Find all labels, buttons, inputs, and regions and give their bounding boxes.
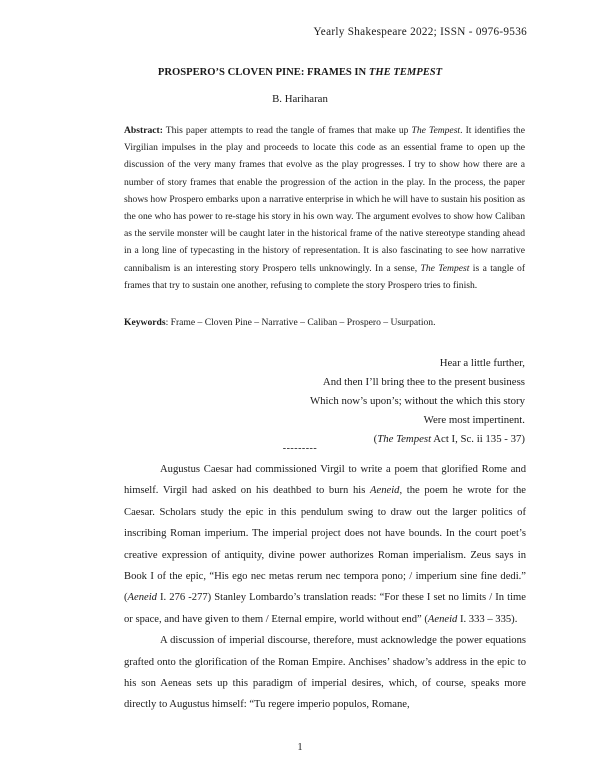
abstract-italic-1: The Tempest <box>411 125 461 136</box>
journal-header: Yearly Shakespeare 2022; ISSN - 0976-9536 <box>313 26 527 38</box>
p1-italic-1: Aeneid <box>370 485 400 497</box>
p1-text-4: I. 333 – 335). <box>457 613 518 625</box>
abstract-text-2: . It identifies the Virgilian impulses in the play and proceeds to locate this code as an essential frame to open up the discussion of the very many frames that evolve as the play progresses. I try to show how there are a number of story frames that enable the progression of the action in the play. In the process, the paper shows how Prospero embarks upon a narrative enterprise in which he will have to sustain his position as the one who has power to re-stage his story in his own way. The argument evolves to show how Caliban as the servile monster will be caught later in the historical frame of the native stereotype standing ahead in a long line of typecasting in the history of representation. It is also fascinating to see how narrative cannibalism is an interesting story Prospero tells unknowingly. In a sense, <box>124 125 525 274</box>
keywords-label: Keywords <box>124 317 166 328</box>
title-main: PROSPERO’S CLOVEN PINE: FRAMES IN <box>157 67 369 78</box>
abstract <box>124 122 525 294</box>
epigraph-line: Hear a little further, <box>439 357 525 369</box>
epigraph-line: Were most impertinent. <box>423 414 525 426</box>
paragraph-1 <box>124 459 526 630</box>
keywords <box>124 317 525 328</box>
epigraph-line: Which now’s upon’s; without the which this story <box>309 395 525 407</box>
abstract-label: Abstract: <box>124 125 163 136</box>
p1-italic-3: Aeneid <box>427 613 458 625</box>
citation-title: The Tempest <box>377 433 432 445</box>
keywords-text: : Frame – Cloven Pine – Narrative – Caliban – Prospero – Usurpation. <box>165 317 436 328</box>
body-text <box>124 459 526 716</box>
author-name: B. Hariharan <box>272 93 328 105</box>
citation-open: ( <box>373 433 378 445</box>
epigraph <box>310 354 525 449</box>
p1-italic-2: Aeneid <box>127 592 157 604</box>
p1-text-3: I. 276 -277) Stanley Lombardo’s translation reads: “For these I set no limits / In time or space, and have given to them / Eternal empire, world without end” ( <box>124 592 526 625</box>
citation-rest: Act I, Sc. ii 135 - 37) <box>431 433 525 445</box>
section-separator: --------- <box>282 443 318 454</box>
abstract-text-3: is a tangle of frames that try to sustain one another, refusing to complete the story Prospero tries to finish. <box>124 262 526 291</box>
paper-title <box>0 67 600 78</box>
title-italic: THE TEMPEST <box>368 67 443 78</box>
p1-text-1: Augustus Caesar had commissioned Virgil to write a poem that glorified Rome and himself. Virgil had asked on his deathbed to burn his <box>124 464 526 497</box>
paragraph-2: A discussion of imperial discourse, therefore, must acknowledge the power equations grafted onto the glorification of the Roman Empire. Anchises’ shadow’s address in the epic to his son Aeneas sets up this paradigm of imperial desires, which, of course, speaks more directly to Augustus himself: “Tu regere imperio populos, Romane, <box>124 635 526 711</box>
p1-text-2: , the poem he wrote for the Caesar. Scholars study the epic in this pendulum swing to draw out the larger politics of inscribing Roman imperium. The imperial project does not have bounds. In the court poet’s creative expression of antiquity, divine power authorizes Roman imperialism. Zeus says in Book I of the epic, “His ego nec metas rerum nec tempora pono; / imperium sine fine dedi.” ( <box>124 485 527 604</box>
epigraph-line: And then I’ll bring thee to the present business <box>322 376 525 388</box>
abstract-text-1: This paper attempts to read the tangle of frames that make up <box>162 125 412 136</box>
page-number: 1 <box>297 742 303 753</box>
abstract-italic-2: The Tempest <box>420 262 470 274</box>
